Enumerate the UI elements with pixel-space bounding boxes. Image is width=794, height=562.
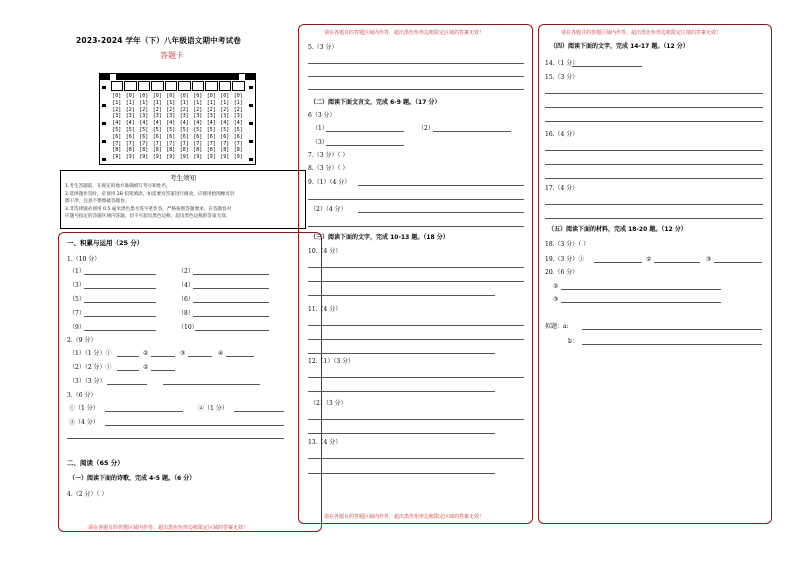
item-label: （5） xyxy=(69,296,85,303)
notice-box xyxy=(60,170,306,229)
part-heading: （一）阅读下面的诗歌，完成 4-5 题。（6 分） xyxy=(69,475,196,482)
answer-line[interactable] xyxy=(545,121,763,122)
answer-line[interactable] xyxy=(545,218,763,219)
answer-line[interactable] xyxy=(84,274,156,275)
answer-line[interactable] xyxy=(308,473,495,474)
answer-line[interactable] xyxy=(84,302,156,303)
bubble-option[interactable]: [8] xyxy=(139,147,149,154)
item-label: ② xyxy=(646,256,652,263)
notice-line: 1.考生答题前，在规定的地方准确填写考号和姓名。 xyxy=(65,184,171,189)
item-label: （9） xyxy=(69,324,85,331)
bubble-option[interactable]: [8] xyxy=(193,147,203,154)
answer-line[interactable] xyxy=(545,150,763,151)
bubble-option[interactable]: [5] xyxy=(179,126,189,133)
question-label: 20.（6 分） xyxy=(545,269,579,276)
item-label: （6） xyxy=(178,296,194,303)
answer-line[interactable] xyxy=(105,411,183,412)
boundary-warning: 请在各题目的答题区域内作答，超出黑色矩形边框限定区域的答案无效！ xyxy=(324,30,485,36)
bubble-option[interactable]: [2] xyxy=(206,106,216,113)
bubble-option[interactable]: [1] xyxy=(125,99,135,106)
bubble-option[interactable]: [8] xyxy=(166,147,176,154)
question-label: 11.（4 分） xyxy=(308,306,342,313)
bubble-column[interactable] xyxy=(124,93,138,160)
answer-line[interactable] xyxy=(151,370,175,371)
answer-line[interactable] xyxy=(193,288,269,289)
answer-line[interactable] xyxy=(326,145,404,146)
answer-line[interactable] xyxy=(308,339,524,340)
bubble-option[interactable]: [3] xyxy=(112,113,122,120)
bubble-option[interactable]: [9] xyxy=(166,154,176,161)
item-label: （1） xyxy=(312,125,328,132)
bubble-option[interactable]: [2] xyxy=(233,106,243,113)
question-label: 8.（3 分）（ ） xyxy=(308,165,349,172)
question-label: 2.（9 分） xyxy=(67,337,97,344)
bubble-option[interactable]: [3] xyxy=(152,113,162,120)
bubble-option[interactable]: [7] xyxy=(125,140,135,147)
answer-line[interactable] xyxy=(84,316,156,317)
answer-line[interactable] xyxy=(226,356,254,357)
question-label: 13.（4 分） xyxy=(308,439,342,446)
item-label: （2） xyxy=(178,268,194,275)
bubble-option[interactable]: [9] xyxy=(139,154,149,161)
item-label: ④ xyxy=(218,350,224,357)
bubble-option[interactable]: [4] xyxy=(112,120,122,127)
bubble-option[interactable]: [6] xyxy=(152,133,162,140)
bubble-option[interactable]: [6] xyxy=(220,133,230,140)
boundary-warning: 请在各题目的答题区域内作答，超出黑色矩形边框限定区域的答案无效！ xyxy=(88,525,249,531)
answer-line[interactable] xyxy=(714,262,762,263)
answer-line[interactable] xyxy=(308,391,495,392)
answer-line[interactable] xyxy=(545,164,763,165)
answer-line[interactable] xyxy=(188,356,212,357)
question-label: 9.（1）（4 分） xyxy=(308,179,351,186)
item-label: （2） xyxy=(418,125,434,132)
part-heading: （五）阅读下面的材料，完成 18-20 题。（12 分） xyxy=(548,226,687,233)
answer-line[interactable] xyxy=(433,131,511,132)
answer-line[interactable] xyxy=(195,330,269,331)
bubble-option[interactable]: [9] xyxy=(152,154,162,161)
bubble-option[interactable]: [8] xyxy=(179,147,189,154)
bubble-option[interactable]: [6] xyxy=(233,133,243,140)
bubble-option[interactable]: [7] xyxy=(193,140,203,147)
answer-line[interactable] xyxy=(105,425,284,426)
answer-line[interactable] xyxy=(308,226,524,227)
bubble-option[interactable]: [7] xyxy=(112,140,122,147)
bubble-option[interactable]: [0] xyxy=(220,93,230,99)
bubble-option[interactable]: [2] xyxy=(125,106,135,113)
bubble-option[interactable]: [8] xyxy=(112,147,122,154)
bubble-option[interactable]: [6] xyxy=(193,133,203,140)
answer-line[interactable] xyxy=(193,302,269,303)
answer-line[interactable] xyxy=(193,274,269,275)
answer-line[interactable] xyxy=(84,330,156,331)
answer-line[interactable] xyxy=(67,438,284,439)
answer-line[interactable] xyxy=(84,288,156,289)
question-label: 拟题：a: xyxy=(545,323,569,330)
bubble-option[interactable]: [6] xyxy=(125,133,135,140)
bubble-grid[interactable] xyxy=(99,73,256,165)
bubble-option[interactable]: [5] xyxy=(193,126,203,133)
bubble-option[interactable]: [7] xyxy=(220,140,230,147)
bubble-option[interactable]: [0] xyxy=(139,93,149,99)
bubble-option[interactable]: [4] xyxy=(179,120,189,127)
answer-line[interactable] xyxy=(561,289,721,290)
item-label: （4） xyxy=(178,282,194,289)
notice-title: 考生须知 xyxy=(170,174,196,182)
bubble-option[interactable]: [4] xyxy=(193,120,203,127)
item-label: （1）（1 分）① xyxy=(69,350,112,357)
answer-line[interactable] xyxy=(308,458,524,459)
bubble-option[interactable]: [3] xyxy=(193,113,203,120)
answer-line[interactable] xyxy=(308,63,524,64)
bubble-option[interactable]: [3] xyxy=(220,113,230,120)
answer-line[interactable] xyxy=(308,89,524,90)
answer-line[interactable] xyxy=(561,302,721,303)
bubble-option[interactable]: [8] xyxy=(125,147,135,154)
answer-line[interactable] xyxy=(308,267,524,268)
answer-line[interactable] xyxy=(545,93,763,94)
bubble-option[interactable]: [6] xyxy=(206,133,216,140)
answer-line[interactable] xyxy=(308,76,524,77)
bubble-column[interactable] xyxy=(205,93,219,160)
bubble-option[interactable]: [0] xyxy=(193,93,203,99)
answer-line[interactable] xyxy=(308,433,495,434)
bubble-option[interactable]: [5] xyxy=(152,126,162,133)
answer-line[interactable] xyxy=(358,185,524,186)
answer-line[interactable] xyxy=(582,344,762,345)
bubble-option[interactable]: [3] xyxy=(139,113,149,120)
item-label: ①（1 分） xyxy=(69,405,99,412)
bubble-column[interactable] xyxy=(218,93,232,160)
bubble-column[interactable] xyxy=(164,93,178,160)
bubble-option[interactable]: [4] xyxy=(166,120,176,127)
bubble-option[interactable]: [2] xyxy=(220,106,230,113)
answer-line[interactable] xyxy=(308,353,495,354)
question-label: 10.（4 分） xyxy=(308,248,342,255)
question-label: 6（3 分） xyxy=(308,112,336,119)
notice-line: 应题号指定的答题区域内答题，切不可超出黑色边框，超出黑色边框的答案无效。 xyxy=(65,214,231,219)
question-label: 14.（1 分） xyxy=(545,60,579,67)
answer-line[interactable] xyxy=(545,178,763,179)
item-label: （3） xyxy=(312,139,328,146)
bubble-option[interactable]: [5] xyxy=(206,126,216,133)
bubble-option[interactable]: [7] xyxy=(179,140,189,147)
item-label: ③ xyxy=(706,256,712,263)
bubble-column[interactable] xyxy=(151,93,165,160)
bubble-option[interactable]: [3] xyxy=(233,113,243,120)
bubble-option[interactable]: [0] xyxy=(206,93,216,99)
bubble-option[interactable]: [1] xyxy=(166,99,176,106)
bubble-option[interactable]: [8] xyxy=(206,147,216,154)
bubble-columns[interactable] xyxy=(110,93,245,160)
bubble-option[interactable]: [5] xyxy=(233,126,243,133)
question-label: 1.（10 分） xyxy=(67,256,101,263)
answer-line[interactable] xyxy=(234,411,284,412)
bubble-option[interactable]: [2] xyxy=(112,106,122,113)
bubble-option[interactable]: [6] xyxy=(166,133,176,140)
answer-line[interactable] xyxy=(572,66,642,67)
question-label: 18.（3 分）（ ） xyxy=(545,241,590,248)
answer-card-label: 答题卡 xyxy=(160,51,184,60)
part-heading: （三）阅读下面的文字，完成 10-13 题。（18 分） xyxy=(310,234,449,241)
boundary-warning: 请在各题目的答题区域内作答，超出黑色矩形边框限定区域的答案无效！ xyxy=(561,30,722,36)
answer-line[interactable] xyxy=(308,199,524,200)
item-label: （10） xyxy=(178,324,198,331)
bubble-option[interactable]: [3] xyxy=(179,113,189,120)
bubble-option[interactable]: [0] xyxy=(179,93,189,99)
bubble-option[interactable]: [2] xyxy=(152,106,162,113)
notice-line: 擦干净，注意不要擦破答题卷。 xyxy=(65,199,130,204)
item-label: （8） xyxy=(178,310,194,317)
bubble-option[interactable]: [9] xyxy=(125,154,135,161)
answer-line[interactable] xyxy=(308,419,524,420)
bubble-option[interactable]: [6] xyxy=(179,133,189,140)
bubble-option[interactable]: [4] xyxy=(139,120,149,127)
item-label: （7） xyxy=(69,310,85,317)
bubble-option[interactable]: [4] xyxy=(233,120,243,127)
bubble-option[interactable]: [5] xyxy=(166,126,176,133)
answer-line[interactable] xyxy=(308,325,524,326)
answer-line[interactable] xyxy=(193,316,269,317)
answer-line[interactable] xyxy=(545,204,763,205)
bubble-option[interactable]: [5] xyxy=(125,126,135,133)
bubble-option[interactable]: [2] xyxy=(193,106,203,113)
bubble-option[interactable]: [7] xyxy=(139,140,149,147)
item-label: ③（4 分） xyxy=(69,419,99,426)
part-heading: （四）阅读下面的文字，完成 14-17 题。（12 分） xyxy=(550,43,689,50)
item-label: ② xyxy=(553,283,559,290)
bubble-option[interactable]: [4] xyxy=(125,120,135,127)
bubble-option[interactable]: [5] xyxy=(139,126,149,133)
answer-line[interactable] xyxy=(107,384,147,385)
item-label: b： xyxy=(568,338,578,345)
bubble-option[interactable]: [3] xyxy=(166,113,176,120)
item-label: （3）（3 分） xyxy=(69,378,106,385)
item-label: （2）（2 分）① xyxy=(69,364,112,371)
id-write-boxes[interactable] xyxy=(110,81,245,91)
answer-line[interactable] xyxy=(308,377,524,378)
bubble-option[interactable]: [8] xyxy=(152,147,162,154)
bubble-column[interactable] xyxy=(191,93,205,160)
question-label: 19.（3 分）① xyxy=(545,256,585,263)
answer-line[interactable] xyxy=(163,384,260,385)
section-heading: 二、阅读（65 分） xyxy=(67,459,124,467)
bubble-option[interactable]: [7] xyxy=(206,140,216,147)
bubble-option[interactable]: [3] xyxy=(125,113,135,120)
bubble-option[interactable]: [1] xyxy=(233,99,243,106)
item-label: ② xyxy=(143,350,149,357)
bubble-option[interactable]: [5] xyxy=(220,126,230,133)
answer-line[interactable] xyxy=(582,329,762,330)
boundary-warning: 请在各题目的答题区域内作答，超出黑色矩形边框限定区域的答案无效！ xyxy=(324,514,485,520)
bubble-option[interactable]: [2] xyxy=(166,106,176,113)
notice-line: 3.非选择题必须用 0.5 毫米黑色墨水签字笔作答。严格按照答题要求，在答题卷对 xyxy=(65,207,232,212)
answer-line[interactable] xyxy=(545,107,763,108)
bubble-option[interactable]: [1] xyxy=(193,99,203,106)
bubble-column[interactable] xyxy=(178,93,192,160)
part-heading: （二）阅读下面文言文，完成 6-9 题。（17 分） xyxy=(310,99,441,106)
bubble-option[interactable]: [1] xyxy=(139,99,149,106)
bubble-option[interactable]: [8] xyxy=(233,147,243,154)
bubble-option[interactable]: [1] xyxy=(179,99,189,106)
question-label: 4.（2 分）（ ） xyxy=(67,491,108,498)
bubble-option[interactable]: [4] xyxy=(220,120,230,127)
bubble-option[interactable]: [5] xyxy=(112,126,122,133)
question-label: 17.（4 分） xyxy=(545,185,579,192)
answer-line[interactable] xyxy=(117,370,139,371)
item-label: ② xyxy=(143,364,149,371)
bubble-column[interactable] xyxy=(137,93,151,160)
question-label: 15.（3 分） xyxy=(545,74,579,81)
item-label: ②（1 分） xyxy=(198,405,228,412)
answer-line[interactable] xyxy=(308,295,495,296)
bubble-option[interactable]: [7] xyxy=(233,140,243,147)
answer-line[interactable] xyxy=(594,262,642,263)
bubble-option[interactable]: [2] xyxy=(179,106,189,113)
bubble-option[interactable]: [1] xyxy=(112,99,122,106)
bubble-option[interactable]: [9] xyxy=(193,154,203,161)
section-heading: 一、积累与运用（25 分） xyxy=(67,239,144,247)
answer-line[interactable] xyxy=(358,212,524,213)
bubble-option[interactable]: [0] xyxy=(166,93,176,99)
answer-line[interactable] xyxy=(117,356,139,357)
answer-line[interactable] xyxy=(308,281,524,282)
bubble-option[interactable]: [1] xyxy=(206,99,216,106)
question-label: 7.（3 分）（ ） xyxy=(308,152,349,159)
bubble-option[interactable]: [7] xyxy=(152,140,162,147)
exam-title: 2023-2024 学年（下）八年级语文期中考试卷 xyxy=(76,36,241,45)
bubble-option[interactable]: [6] xyxy=(139,133,149,140)
answer-line[interactable] xyxy=(151,356,175,357)
bubble-option[interactable]: [0] xyxy=(112,93,122,99)
bubble-option[interactable]: [7] xyxy=(166,140,176,147)
question-label: 3.（6 分） xyxy=(67,392,97,399)
bubble-option[interactable]: [1] xyxy=(220,99,230,106)
bubble-option[interactable]: [8] xyxy=(220,147,230,154)
bubble-option[interactable]: [9] xyxy=(233,154,243,161)
question-label: （2）（3 分） xyxy=(310,400,347,407)
grid-top-bar xyxy=(100,74,255,80)
bubble-option[interactable]: [6] xyxy=(112,133,122,140)
question-label: 12.（1）（3 分） xyxy=(308,358,355,365)
bubble-option[interactable]: [0] xyxy=(152,93,162,99)
bubble-option[interactable]: [9] xyxy=(112,154,122,161)
bubble-option[interactable]: [3] xyxy=(206,113,216,120)
item-label: （3） xyxy=(69,282,85,289)
bubble-column[interactable] xyxy=(110,93,124,160)
bubble-option[interactable]: [2] xyxy=(139,106,149,113)
question-label: 5.（3 分） xyxy=(308,44,338,51)
bubble-option[interactable]: [9] xyxy=(206,154,216,161)
question-label: 16.（4 分） xyxy=(545,131,579,138)
bubble-column[interactable] xyxy=(232,93,246,160)
question-label: （2）（4 分） xyxy=(310,206,347,213)
item-label: ③ xyxy=(180,350,186,357)
bubble-option[interactable]: [4] xyxy=(152,120,162,127)
bubble-option[interactable]: [0] xyxy=(125,93,135,99)
bubble-option[interactable]: [0] xyxy=(233,93,243,99)
answer-line[interactable] xyxy=(326,131,404,132)
bubble-option[interactable]: [9] xyxy=(220,154,230,161)
bubble-option[interactable]: [1] xyxy=(152,99,162,106)
bubble-option[interactable]: [4] xyxy=(206,120,216,127)
item-label: ③ xyxy=(553,296,559,303)
item-label: （1） xyxy=(69,268,85,275)
answer-line[interactable] xyxy=(654,262,700,263)
bubble-option[interactable]: [9] xyxy=(179,154,189,161)
notice-line: 2.选择题作答时，必须用 2B 铅笔填涂，如需要对答案进行修改，应使用绘图橡皮轻 xyxy=(65,192,235,197)
